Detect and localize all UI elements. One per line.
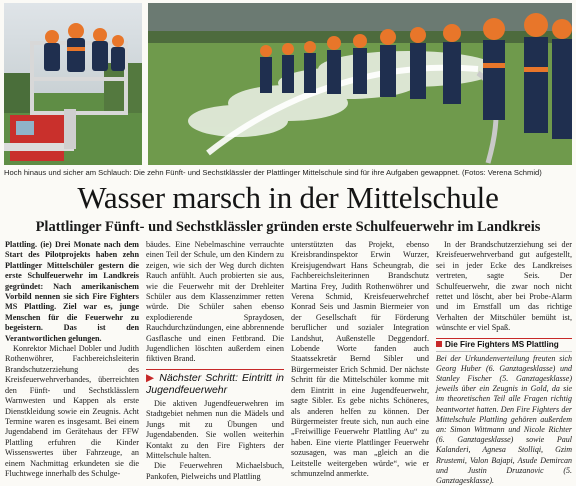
info-box-title-text: Die Fire Fighters MS Plattling (445, 339, 559, 349)
photo-caption: Hoch hinaus und sicher am Schlauch: Die zehn Fünft- und Sechstklässler der Plattlinger Mittelschule sind für ihre Aufgaben gewappnet. (Fotos: Verena Schmid) (4, 168, 542, 177)
photo-hose-team (148, 3, 572, 165)
photo-ladder-rescue (4, 3, 142, 165)
article-column-3 (291, 240, 429, 476)
article-column-4 (436, 240, 572, 486)
paragraph: In der Brandschutzerziehung sei der Kreisfeuerwehrverband gut aufgestellt, sei in jeder Ecke des Landkreises vertreten, sagte Seis. Der Schulfeuerwehr, die zwar noch nicht rettet und löscht, aber bei Probe-Alarm und im Ernstfall um das richtige Verhalten der Mitschüler bemüht ist, wünschte er viel Spaß. (436, 240, 572, 333)
info-box-text: Bei der Urkundenverteilung freuten sich Georg Huber (6. Ganztagesklasse) und Stanley Fischer (5. Ganztagesklasse) jeweils über ein Zeugnis in Gold, da sie im theoretischen Teil alle Fragen richtig beantwortet hatten. Den Fire Fighters der Mittelschule Plattling gehören außerdem an: Simon Wittmann und Nicole Richter (6. Ganztagesklasse) sowie Paul Kalanderi, Agnesa Stolliqi, Gzim Rrustemi, Valon Bajapi, Asude Demircan und Justin Druzanovic (5. Ganztagesklasse). (436, 353, 572, 486)
paragraph: unterstützten das Projekt, ebenso Kreisbrandinspektor Erwin Wurzer, Kreisjugendwart Hans Scheungrab, die Fachbereichsleiterinnen Brandschutz Martina Frey, Judith Rothenwöhrer und Verena Schmid, Kreisfeuerwehrchef Konrad Seis und Jasmin Biermeier von der Gesellschaft für Förderung beruflicher und sozialer Integration Landshut, Außenstelle Deggendorf. Lobende Worte fanden auch Staatssekretär Bernd Sibler und Bürgermeister Erich Schmid. Der nächste Schritt für die Mittelschüler komme mit dem Eintritt in eine Jugendfeuerwehr, sagte Sibler. Es gebe nichts Schöneres, als anderen helfen zu können. Der Bürgermeister freute sich, nun auch eine „Freiwillige Feuerwehr Plattling Au“ zu haben. Eine vierte Plattlinger Feuerwehr sozusagen, was man „gleich an die Leitstelle weitergeben würde“, wie er schmunzelnd anmerkte. (291, 240, 429, 478)
paragraph: bäudes. Eine Nebelmaschine verrauchte einen Teil der Schule, um den Kindern zu zeigen, wie sich der Weg durch dichten Rauch anfühlt. Auch probierten sie aus, wie die Feuerwehr mit der Drehleiter Schüler aus dem Klassenzimmer retten würde. Die Schüler sahen ebenso explodierende Spraydosen, Rauchdurchzündungen, eine abbrennende Gasflasche und einen Fettbrand. Die Jugendlichen löschten außerdem einen fiktiven Brand. (146, 240, 284, 364)
paragraph: Konrektor Michael Dobler und Judith Rothenwöhrer, Fachbereichsleiterin Brandschutzerziehung des Kreisfeuerwehrverbandes, überreichten den Fünft- und Sechstklässlern Warnwesten und Kappen als erste Dienstkleidung sowie ein Zeugnis. Acht Termine waren es insgesamt. Bei einem Jugendabend im Gerätehaus der FFW Plattling erfuhren die Kinder Wissenswertes über Fahrzeuge, an einem Nachmittag erkundeten sie die Fluchtwege innerhalb des Schulge- (5, 344, 139, 478)
info-box-title (436, 338, 572, 352)
headline: Wasser marsch in der Mittelschule (77, 180, 499, 215)
red-square-icon (436, 341, 442, 347)
article-column-1 (5, 240, 139, 476)
paragraph: Die Feuerwehren Michaelsbuch, Pankofen, Pielweichs und Plattling (146, 461, 284, 481)
subheadline: Plattlinger Fünft- und Sechstklässler gründen erste Schulfeuerwehr im Landkreis (35, 219, 541, 235)
section-subhead (146, 369, 284, 396)
lead-paragraph: Plattling. (ie) Drei Monate nach dem Start des Pilotprojekts haben zehn Plattlinger Mittelschüler gestern die erste Schulfeuerwehr im Landkreis gegründet: Nach amerikanischem Vorbild nennen sie sich Fire Fighters MS Plattling. Ziel war es, junge Menschen für die Feuerwehr zu begeistern. Das ist den Verantwortlichen gelungen. (5, 240, 139, 343)
article-column-2 (146, 240, 284, 481)
red-triangle-icon: ▶ (146, 371, 156, 384)
section-subhead-text: Nächster Schritt: Eintritt in Jugendfeuerwehr (146, 371, 284, 396)
paragraph: Die aktiven Jugendfeuerwehren im Stadtgebiet nehmen nun die Mädels und Jungs mit zu Übungen und Jugendabenden. Sie wollen weiterhin Kontakt zu den Fire Fighters der Mittelschule halten. (146, 398, 284, 460)
photo-strip (4, 3, 572, 165)
